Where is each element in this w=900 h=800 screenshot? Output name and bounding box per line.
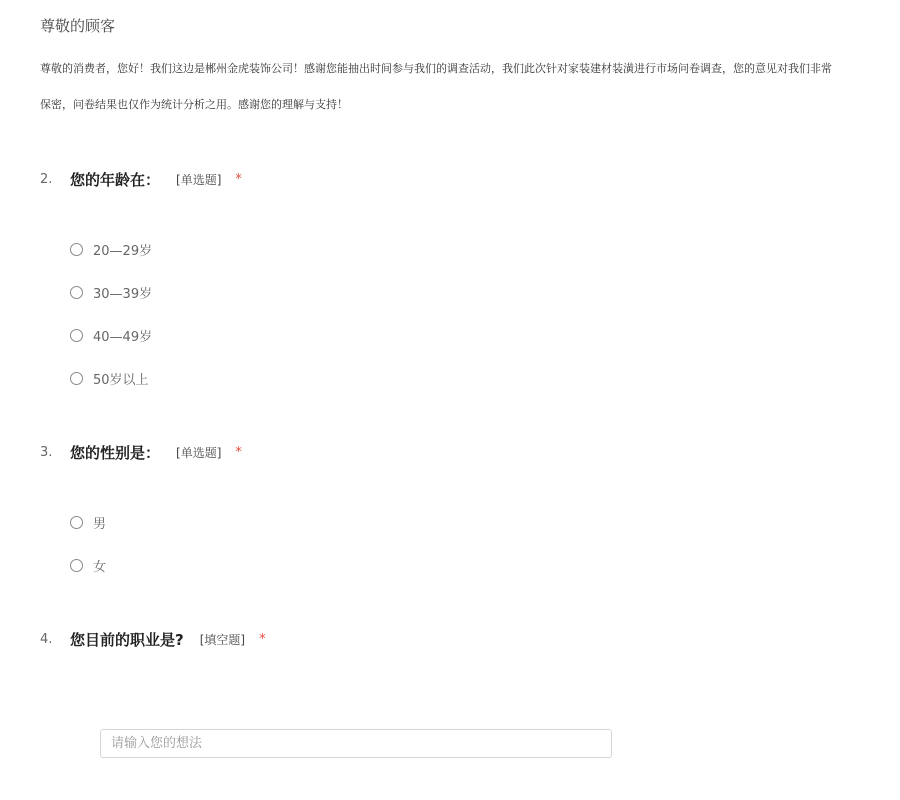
intro-line-1: 尊敬的消费者，您好！我们这边是郴州金虎装饰公司！感谢您能抽出时间参与我们的调查活动，我们此次针对家装建材装潢进行市场问卷调查，您的意见对我们非常 — [40, 62, 832, 75]
question-type-badge: [单选题] — [176, 172, 222, 187]
radio-option-age-30-39[interactable] — [70, 282, 152, 302]
radio-circle-icon[interactable] — [70, 372, 83, 385]
radio-circle-icon[interactable] — [70, 286, 83, 299]
radio-option-female[interactable] — [70, 555, 106, 575]
required-asterisk: * — [259, 631, 266, 647]
question-4-header — [40, 627, 266, 651]
option-label: 30—39岁 — [93, 286, 153, 302]
question-number: 3. — [40, 444, 53, 460]
radio-circle-icon[interactable] — [70, 559, 83, 572]
question-number: 2. — [40, 171, 53, 187]
question-type-badge: [填空题] — [199, 632, 246, 647]
radio-option-age-50-plus[interactable] — [70, 368, 149, 388]
option-label: 40—49岁 — [93, 329, 153, 345]
option-label: 50岁以上 — [93, 372, 149, 388]
greeting-title: 尊敬的顾客 — [40, 17, 116, 35]
option-label: 男 — [93, 516, 107, 532]
question-title: 您目前的职业是? — [70, 630, 184, 649]
question-number: 4. — [40, 631, 53, 647]
occupation-input[interactable] — [100, 729, 612, 758]
option-label: 20—29岁 — [93, 243, 153, 259]
question-2-header — [40, 167, 242, 191]
question-3-header — [40, 440, 242, 464]
radio-circle-icon[interactable] — [70, 243, 83, 256]
radio-circle-icon[interactable] — [70, 516, 83, 529]
question-type-badge: [单选题] — [176, 445, 222, 460]
required-asterisk: * — [235, 444, 242, 460]
question-title: 您的性别是： — [70, 443, 161, 462]
question-title: 您的年龄在： — [70, 170, 161, 189]
intro-text — [40, 59, 900, 115]
radio-circle-icon[interactable] — [70, 329, 83, 342]
radio-option-age-40-49[interactable] — [70, 325, 152, 345]
radio-option-male[interactable] — [70, 512, 106, 532]
required-asterisk: * — [235, 171, 242, 187]
option-label: 女 — [93, 559, 107, 575]
intro-line-2: 保密，问卷结果也仅作为统计分析之用。感谢您的理解与支持！ — [40, 98, 348, 111]
radio-option-age-20-29[interactable] — [70, 239, 152, 259]
